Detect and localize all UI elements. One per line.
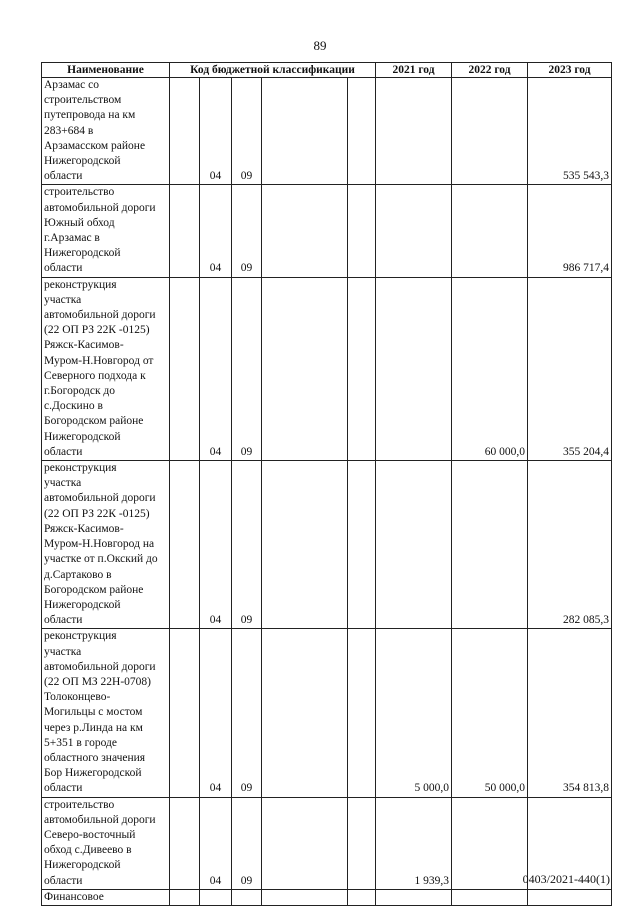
value-2023	[528, 889, 612, 905]
page-number: 89	[313, 38, 327, 53]
value-2021	[376, 889, 452, 905]
code-subsection: 09	[232, 797, 262, 889]
value-2021: 1 939,3	[376, 797, 452, 889]
value-2021	[376, 461, 452, 629]
table-row	[42, 889, 612, 905]
table-row	[42, 277, 612, 460]
header-code: Код бюджетной классификации	[170, 63, 376, 78]
value-2021	[376, 78, 452, 185]
value-2023: 986 717,4	[528, 185, 612, 277]
row-name: реконструкция участка автомобильной дороги (22 ОП МЗ 22Н-0708) Толоконцево- Могильцы с мостом через р.Линда на км 5+351 в городе областного значения Бор Нижегородской области	[44, 630, 156, 795]
code-subsection: 09	[232, 78, 262, 185]
code-section: 04	[200, 78, 232, 185]
row-name: Финансовое	[44, 890, 104, 903]
code-subsection	[232, 889, 262, 905]
value-2022: 50 000,0	[452, 629, 528, 797]
document-code: 0403/2021-440(1)	[522, 872, 610, 886]
row-name: реконструкция участка автомобильной дороги (22 ОП РЗ 22К -0125) Ряжск-Касимов- Муром-Н.Новгород от Северного подхода к г.Богородск до с.Доскино в Богородском районе Нижегородской области	[44, 278, 156, 458]
code-section: 04	[200, 277, 232, 460]
value-2023: 535 543,3	[528, 78, 612, 185]
budget-table	[41, 62, 612, 906]
row-name: реконструкция участка автомобильной дороги (22 ОП РЗ 22К -0125) Ряжск-Касимов- Муром-Н.Новгород на участке от п.Окский до д.Сартаково в Богородском районе Нижегородской области	[44, 462, 158, 627]
value-2022	[452, 889, 528, 905]
value-2023: 354 813,8	[528, 629, 612, 797]
value-2022	[452, 78, 528, 185]
row-name: Арзамас со строительством путепровода на км 283+684 в Арзамасском районе Нижегородской области	[44, 79, 146, 183]
value-2021	[376, 277, 452, 460]
header-name: Наименование	[42, 63, 170, 78]
value-2022: 60 000,0	[452, 277, 528, 460]
row-name: строительство автомобильной дороги Северо-восточный обход с.Дивеево в Нижегородской области	[44, 798, 156, 887]
header-row	[42, 63, 612, 78]
row-name: строительство автомобильной дороги Южный обход г.Арзамас в Нижегородской области	[44, 186, 156, 275]
code-section: 04	[200, 461, 232, 629]
table-row	[42, 78, 612, 185]
code-section: 04	[200, 797, 232, 889]
code-section	[200, 889, 232, 905]
value-2021	[376, 185, 452, 277]
value-2023: 355 204,4	[528, 277, 612, 460]
value-2022	[452, 185, 528, 277]
table-row	[42, 461, 612, 629]
table-row	[42, 185, 612, 277]
code-section: 04	[200, 185, 232, 277]
value-2023: 282 085,3	[528, 461, 612, 629]
value-2021: 5 000,0	[376, 629, 452, 797]
value-2022	[452, 797, 528, 889]
value-2022	[452, 461, 528, 629]
code-subsection: 09	[232, 277, 262, 460]
header-2023: 2023 год	[528, 63, 612, 78]
code-subsection: 09	[232, 461, 262, 629]
code-subsection: 09	[232, 629, 262, 797]
header-2022: 2022 год	[452, 63, 528, 78]
code-subsection: 09	[232, 185, 262, 277]
table-row	[42, 629, 612, 797]
header-2021: 2021 год	[376, 63, 452, 78]
code-section: 04	[200, 629, 232, 797]
